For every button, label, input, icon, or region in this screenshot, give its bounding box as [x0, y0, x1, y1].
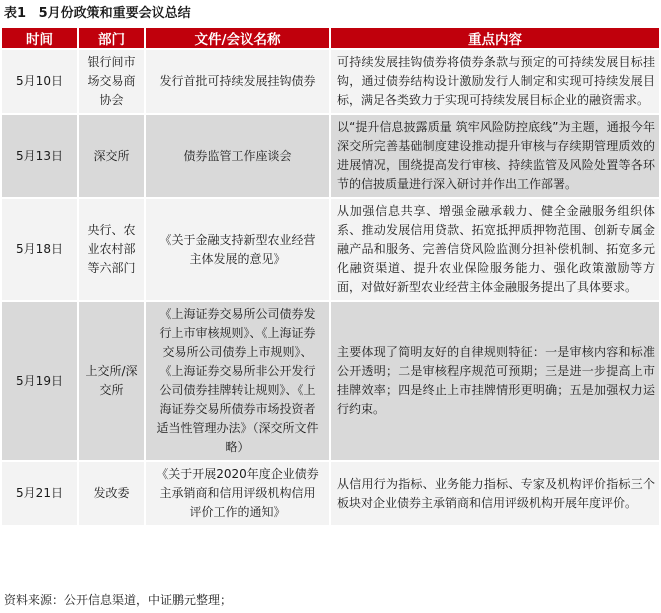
cell-dept: 银行间市场交易商协会	[78, 49, 145, 114]
table-header-row	[2, 28, 659, 49]
table-row	[2, 198, 659, 301]
table-caption	[4, 3, 191, 25]
table-number: 表1	[4, 6, 27, 21]
cell-key: 从加强信息共享、增强金融承载力、健全金融服务组织体系、推动发展信用贷款、拓宽抵押质押物范围、创新专属金融产品和服务、完善信贷风险监测分担补偿机制、拓宽多元化融资渠道、提升农业保险服务能力、强化政策激励等方面，对做好新型农业经营主体金融服务提出了具体要求。	[330, 198, 659, 301]
table-row	[2, 301, 659, 461]
cell-doc: 《关于金融支持新型农业经营主体发展的意见》	[145, 198, 330, 301]
cell-dept: 上交所/深交所	[78, 301, 145, 461]
cell-date: 5月19日	[2, 301, 78, 461]
cell-key: 可持续发展挂钩债券将债券条款与预定的可持续发展目标挂钩，通过债券结构设计激励发行人制定和实现可持续发展目标，满足各类致力于实现可持续发展目标企业的融资需求。	[330, 49, 659, 114]
cell-dept: 央行、农业农村部等六部门	[78, 198, 145, 301]
cell-dept: 发改委	[78, 461, 145, 526]
source-text: 公开信息渠道，中证鹏元整理；	[64, 593, 233, 607]
cell-date: 5月18日	[2, 198, 78, 301]
cell-doc: 《关于开展2020年度企业债券主承销商和信用评级机构信用评价工作的通知》	[145, 461, 330, 526]
cell-doc: 《上海证券交易所公司债券发行上市审核规则》、《上海证券交易所公司债券上市规则》、《上海证券交易所非公开发行公司债券挂牌转让规则》、《上海证券交易所债券市场投资者适当性管理办法》（深交所文件略）	[145, 301, 330, 461]
cell-key: 从信用行为指标、业务能力指标、专家及机构评价指标三个板块对企业债券主承销商和信用评级机构开展年度评价。	[330, 461, 659, 526]
cell-doc: 债券监管工作座谈会	[145, 114, 330, 198]
header-doc: 文件/会议名称	[145, 28, 330, 49]
cell-date: 5月21日	[2, 461, 78, 526]
cell-key: 以“提升信息披露质量 筑牢风险防控底线”为主题，通报今年深交所完善基础制度建设推动提升审核与存续期管理质效的进展情况，围绕提高发行审核、持续监管及风险处置等各环节的信披质量进行深入研讨并作出工作部署。	[330, 114, 659, 198]
cell-dept: 深交所	[78, 114, 145, 198]
header-key: 重点内容	[330, 28, 659, 49]
table-title: 5月份政策和重要会议总结	[38, 6, 191, 21]
policy-table	[2, 28, 659, 527]
table-row	[2, 114, 659, 198]
source-label: 资料来源：	[4, 593, 65, 607]
table-row	[2, 49, 659, 114]
table-row	[2, 461, 659, 526]
cell-date: 5月10日	[2, 49, 78, 114]
cell-doc: 发行首批可持续发展挂钩债券	[145, 49, 330, 114]
source-note	[4, 591, 232, 609]
header-date: 时间	[2, 28, 78, 49]
policy-table-container	[2, 28, 659, 527]
cell-key: 主要体现了简明友好的自律规则特征：一是审核内容和标准公开透明；二是审核程序规范可预期；三是进一步提高上市挂牌效率；四是终止上市挂牌情形更明确；五是加强权力运行约束。	[330, 301, 659, 461]
header-dept: 部门	[78, 28, 145, 49]
cell-date: 5月13日	[2, 114, 78, 198]
